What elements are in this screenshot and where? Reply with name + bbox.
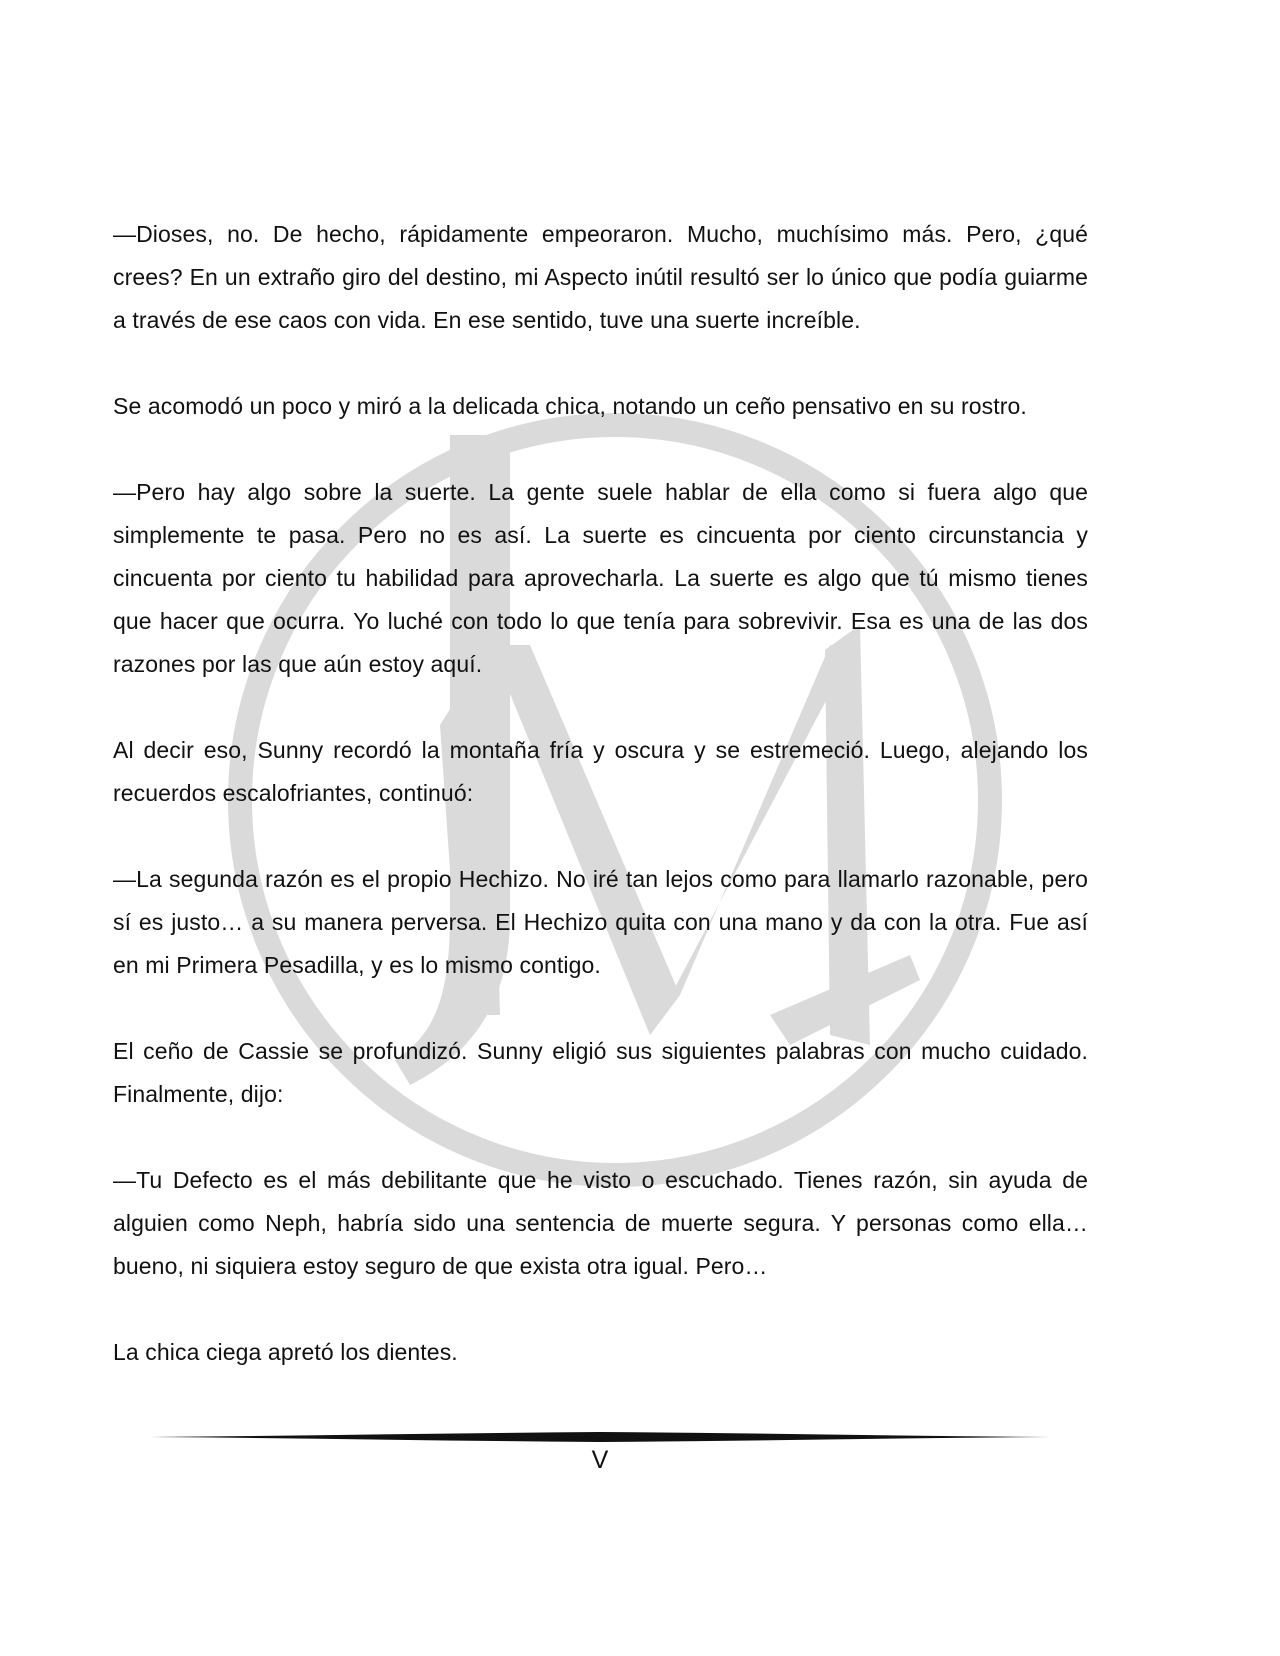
body-text [113,213,1088,1417]
paragraph: —Pero hay algo sobre la suerte. La gente suele hablar de ella como si fuera algo que simplemente te pasa. Pero no es así. La suerte es cincuenta por ciento circunstancia y cincuenta por ciento tu habilidad para aprovecharla. La suerte es algo que tú mismo tienes que hacer que ocurra. Yo luché con todo lo que tenía para sobrevivir. Esa es una de las dos razones por las que aún estoy aquí. [113,479,1088,677]
paragraph: El ceño de Cassie se profundizó. Sunny eligió sus siguientes palabras con mucho cuidado. Finalmente, dijo: [113,1038,1088,1107]
paragraph: —La segunda razón es el propio Hechizo. No iré tan lejos como para llamarlo razonable, pero sí es justo… a su manera perversa. El Hechizo quita con una mano y da con la otra. Fue así en mi Primera Pesadilla, y es lo mismo contigo. [113,866,1088,978]
paragraph: Al decir eso, Sunny recordó la montaña fría y oscura y se estremeció. Luego, alejando los recuerdos escalofriantes, continuó: [113,737,1088,806]
paragraph: La chica ciega apretó los dientes. [113,1339,458,1365]
paragraph: —Tu Defecto es el más debilitante que he visto o escuchado. Tienes razón, sin ayuda de alguien como Neph, habría sido una sentencia de muerte segura. Y personas como ella… bueno, ni siquiera estoy seguro de que exista otra igual. Pero… [113,1167,1088,1279]
page-number: V [591,1446,609,1474]
paragraph: Se acomodó un poco y miró a la delicada chica, notando un ceño pensativo en su rostro. [113,393,1027,419]
paragraph: —Dioses, no. De hecho, rápidamente empeoraron. Mucho, muchísimo más. Pero, ¿qué crees? En un extraño giro del destino, mi Aspecto inútil resultó ser lo único que podía guiarme a través de ese caos con vida. En ese sentido, tuve una suerte increíble. [113,221,1088,333]
footer-divider [150,1430,1050,1444]
